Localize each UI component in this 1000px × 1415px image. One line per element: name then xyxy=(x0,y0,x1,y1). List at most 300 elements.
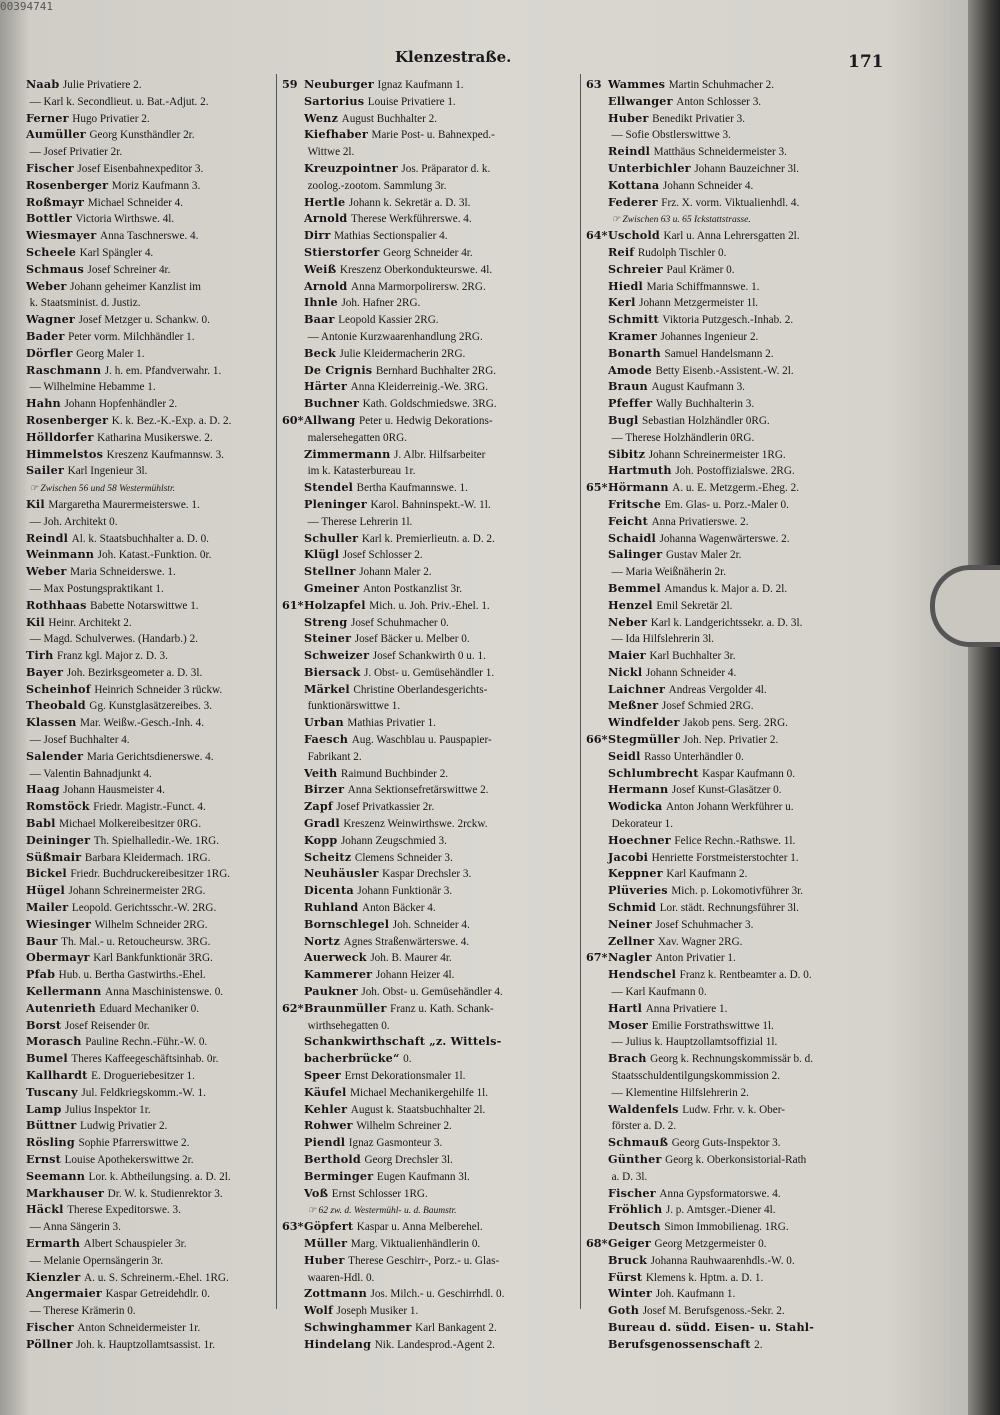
directory-entry xyxy=(282,362,578,379)
column-1 xyxy=(4,76,272,1353)
directory-entry xyxy=(586,278,882,295)
directory-entry xyxy=(282,1084,578,1101)
resident-name: Kellermann xyxy=(26,984,102,999)
resident-name: Kil xyxy=(26,614,45,629)
book-edge xyxy=(968,0,1000,1415)
occupation-floor: Karl Buchhalter 3r. xyxy=(649,650,736,663)
resident-name: Schankwirthschaft „z. Wittels- xyxy=(304,1034,502,1049)
house-number: 62* xyxy=(282,1000,304,1015)
occupation-floor: Clemens Schneider 3. xyxy=(354,851,453,864)
resident-name: Fischer xyxy=(26,160,74,175)
resident-name: Winter xyxy=(608,1286,653,1301)
directory-entry xyxy=(282,194,578,211)
directory-entry xyxy=(4,748,272,765)
occupation-floor: Johannes Ingenieur 2. xyxy=(660,330,759,343)
resident-name: Reif xyxy=(608,244,635,259)
occupation-floor: Xav. Wagner 2RG. xyxy=(657,935,743,948)
directory-entry xyxy=(586,1218,882,1235)
directory-entry xyxy=(4,1067,272,1084)
resident-name: Baar xyxy=(304,312,335,327)
resident-name: Rösling xyxy=(26,1135,75,1150)
occupation-floor: Albert Schauspieler 3r. xyxy=(83,1237,187,1250)
resident-name: Aumüller xyxy=(26,127,86,142)
directory-entry xyxy=(282,748,578,765)
resident-name: Hölldorfer xyxy=(26,429,94,444)
occupation-floor: waaren-Hdl. 0. xyxy=(307,1271,375,1284)
directory-entry xyxy=(4,899,272,916)
occupation-floor: Josef Schreiner 4r. xyxy=(87,263,171,276)
resident-name: Romstöck xyxy=(26,799,90,814)
resident-name: Bickel xyxy=(26,866,67,881)
resident-name: Obermayr xyxy=(26,950,90,965)
directory-entry xyxy=(586,1201,882,1218)
occupation-floor: Pauline Rechn.-Führ.-W. 0. xyxy=(85,1036,208,1049)
directory-entry xyxy=(586,446,882,463)
resident-name: Nortz xyxy=(304,933,341,948)
directory-entry xyxy=(4,1033,272,1050)
directory-entry xyxy=(4,882,272,899)
resident-name: Bumel xyxy=(26,1051,68,1066)
occupation-floor: Josef M. Berufsgenoss.-Sekr. 2. xyxy=(642,1305,785,1318)
occupation-floor: Friedr. Buchdruckereibesitzer 1RG. xyxy=(70,868,231,881)
occupation-floor: Anton Postkanzlist 3r. xyxy=(362,582,463,595)
resident-name: Reindl xyxy=(26,530,69,545)
directory-entry xyxy=(282,378,578,395)
occupation-floor: Th. Mal.- u. Retoucheursw. 3RG. xyxy=(61,935,211,948)
directory-entry xyxy=(282,1000,578,1017)
occupation-floor: Anna Taschnerswe. 4. xyxy=(100,230,199,243)
directory-entry xyxy=(4,664,272,681)
occupation-floor: Maria Schiffmannswe. 1. xyxy=(646,280,760,293)
resident-name: Klügl xyxy=(304,547,340,562)
resident-name: Scheitz xyxy=(304,849,352,864)
directory-entry xyxy=(282,1017,578,1034)
directory-entry xyxy=(4,765,272,782)
occupation-floor: Rasso Unterhändler 0. xyxy=(644,750,744,763)
directory-entry xyxy=(4,294,272,311)
occupation-floor: Josef Bäcker u. Melber 0. xyxy=(354,633,470,646)
resident-name: Naab xyxy=(26,77,60,91)
resident-name: Huber xyxy=(304,1252,345,1267)
resident-name: Seidl xyxy=(608,748,641,763)
occupation-floor: Johann Hopfenhändler 2. xyxy=(64,398,178,411)
occupation-floor: Josef Schlosser 2. xyxy=(342,549,423,562)
occupation-floor: August Buchhalter 2. xyxy=(341,112,438,125)
resident-name: Theobald xyxy=(26,698,86,713)
resident-name: Wiesmayer xyxy=(26,228,97,243)
resident-name: Wagner xyxy=(26,312,76,327)
occupation-floor: Ernst Schlosser 1RG. xyxy=(331,1187,428,1200)
resident-name: Bader xyxy=(26,328,65,343)
occupation-floor: Johann Schneider 4. xyxy=(645,666,737,679)
directory-entry xyxy=(4,798,272,815)
directory-entry xyxy=(4,143,272,160)
occupation-floor: — Josef Buchhalter 4. xyxy=(29,734,130,747)
street-header: Klenzestraße. xyxy=(395,48,512,66)
occupation-floor: Anna Privatiere 1. xyxy=(645,1002,728,1015)
directory-entry xyxy=(586,966,882,983)
resident-name: Kehler xyxy=(304,1101,348,1116)
resident-name: Pfeffer xyxy=(608,396,653,411)
occupation-floor: Moriz Kaufmann 3. xyxy=(111,179,201,192)
resident-name: Weiß xyxy=(304,261,337,276)
occupation-floor: im k. Katasterbureau 1r. xyxy=(307,465,416,478)
occupation-floor: Ernst Dekorationsmaler 1l. xyxy=(344,1070,466,1083)
directory-entry xyxy=(282,1151,578,1168)
directory-entry xyxy=(282,563,578,580)
house-number: 64* xyxy=(586,228,608,243)
resident-name: Stellner xyxy=(304,564,356,579)
occupation-floor: Josef Schankwirth 0 u. 1. xyxy=(372,650,486,663)
occupation-floor: Louise Apothekerswittwe 2r. xyxy=(64,1154,194,1166)
resident-name: Maier xyxy=(608,648,646,663)
occupation-floor: — Therese Krämerin 0. xyxy=(29,1305,136,1318)
occupation-floor: Karl k. Landgerichtssekr. a. D. 3l. xyxy=(650,616,803,629)
occupation-floor: Georg Metzgermeister 0. xyxy=(654,1237,767,1250)
resident-name: Nagler xyxy=(608,950,652,965)
occupation-floor: zoolog.-zootom. Sammlung 3r. xyxy=(307,179,447,192)
occupation-floor: Joh. Schneider 4. xyxy=(392,918,470,931)
resident-name: Kreuzpointner xyxy=(304,160,398,175)
occupation-floor: Hub. u. Bertha Gastwirths.-Ehel. xyxy=(58,969,206,982)
directory-entry xyxy=(4,311,272,328)
directory-entry xyxy=(4,933,272,950)
directory-entry xyxy=(586,731,882,748)
directory-entry xyxy=(282,949,578,966)
directory-entry xyxy=(4,1218,272,1235)
occupation-floor: — Karl Kaufmann 0. xyxy=(611,986,707,999)
resident-name: Salender xyxy=(26,748,84,763)
directory-entry xyxy=(4,1235,272,1252)
occupation-floor: Johann Funktionär 3. xyxy=(357,885,453,898)
directory-entry xyxy=(282,1319,578,1336)
directory-entry xyxy=(282,1185,578,1202)
occupation-floor: Josef Privatkassier 2r. xyxy=(336,801,435,814)
resident-name: Weinmann xyxy=(26,547,95,562)
directory-entry xyxy=(586,1151,882,1168)
resident-name: Hörmann xyxy=(608,480,669,495)
occupation-floor: Johann Hausmeister 4. xyxy=(63,784,165,797)
occupation-floor: Joh. Hafner 2RG. xyxy=(341,297,421,310)
occupation-floor: Josef Schmied 2RG. xyxy=(661,700,754,713)
occupation-floor: Johanna Wagenwärterswe. 2. xyxy=(659,532,790,545)
occupation-floor: Anna Gypsformatorswe. 4. xyxy=(659,1187,781,1200)
occupation-floor: Mathias Privatier 1. xyxy=(347,717,436,730)
occupation-floor: Joh. Katast.-Funktion. 0r. xyxy=(97,549,212,562)
directory-entry xyxy=(282,966,578,983)
directory-entry xyxy=(586,1336,882,1353)
directory-entry xyxy=(282,798,578,815)
directory-entry xyxy=(282,731,578,748)
occupation-floor: Ludw. Frhr. v. k. Ober- xyxy=(682,1103,785,1116)
directory-entry xyxy=(282,110,578,127)
occupation-floor: Karl Kaufmann 2. xyxy=(666,868,748,881)
occupation-floor: Franz kgl. Major z. D. 3. xyxy=(56,650,168,663)
occupation-floor: Betty Eisenb.-Assistent.-W. 2l. xyxy=(655,364,794,377)
directory-entry xyxy=(282,849,578,866)
directory-entry xyxy=(586,1101,882,1118)
occupation-floor: Katharina Musikerswe. 2. xyxy=(97,431,213,444)
directory-entry xyxy=(282,462,578,479)
occupation-floor: Anton Schneidermeister 1r. xyxy=(77,1321,201,1334)
directory-entry xyxy=(586,882,882,899)
section-note: ☞ Zwischen 63 u. 65 Ickstattstrasse. xyxy=(611,215,751,226)
directory-entry xyxy=(4,1134,272,1151)
resident-name: Häckl xyxy=(26,1202,64,1217)
resident-name: Gmeiner xyxy=(304,580,360,595)
directory-entry xyxy=(4,697,272,714)
house-number: 68* xyxy=(586,1235,608,1250)
occupation-floor: Dekorateur 1. xyxy=(611,818,674,831)
resident-name: Stendel xyxy=(304,480,354,495)
resident-name: Stierstorfer xyxy=(304,244,380,259)
house-number: 67* xyxy=(586,950,608,965)
directory-entry xyxy=(4,462,272,479)
occupation-floor: Gustav Maler 2r. xyxy=(665,549,742,562)
resident-name: Schmaus xyxy=(26,261,84,276)
directory-entry xyxy=(4,362,272,379)
directory-entry xyxy=(4,597,272,614)
house-number: 60* xyxy=(282,412,304,427)
directory-entry xyxy=(586,765,882,782)
resident-name: Schmid xyxy=(608,900,657,915)
resident-name: Berthold xyxy=(304,1152,361,1166)
directory-entry xyxy=(586,1117,882,1134)
directory-entry xyxy=(4,110,272,127)
resident-name: Fischer xyxy=(608,1185,656,1200)
directory-entry xyxy=(282,664,578,681)
directory-entry xyxy=(282,479,578,496)
resident-name: Unterbichler xyxy=(608,160,691,175)
occupation-floor: wirthsehegatten 0. xyxy=(307,1019,390,1032)
occupation-floor: Viktoria Putzgesch.-Inhab. 2. xyxy=(662,314,794,327)
resident-name: Hendschel xyxy=(608,967,677,982)
occupation-floor: Mich. p. Lokomotivführer 3r. xyxy=(671,885,804,898)
directory-entry xyxy=(586,412,882,429)
occupation-floor: Kreszenz Kaufmannsw. 3. xyxy=(106,448,224,461)
resident-name: Deininger xyxy=(26,832,91,847)
resident-name: Kiefhaber xyxy=(304,127,368,142)
resident-name: Wodicka xyxy=(608,799,663,814)
resident-name: Ihnle xyxy=(304,295,338,310)
resident-name: bacherbrücke“ xyxy=(304,1051,400,1066)
occupation-floor: Ignaz Kaufmann 1. xyxy=(377,79,464,91)
occupation-floor: Johann Bauzeichner 3l. xyxy=(694,162,800,175)
occupation-floor: Andreas Vergolder 4l. xyxy=(668,683,767,696)
directory-entry xyxy=(4,681,272,698)
directory-entry xyxy=(282,647,578,664)
directory-entry xyxy=(4,446,272,463)
directory-entry xyxy=(586,227,882,244)
directory-entry xyxy=(282,781,578,798)
resident-name: Steiner xyxy=(304,631,352,646)
occupation-floor: Marg. Viktualienhändlerin 0. xyxy=(350,1237,481,1250)
occupation-floor: — Joh. Architekt 0. xyxy=(29,515,118,528)
occupation-floor: Heinr. Architekt 2. xyxy=(48,616,132,629)
directory-entry xyxy=(4,278,272,295)
occupation-floor: Josef Eisenbahnexpeditor 3. xyxy=(77,162,204,175)
directory-entry xyxy=(282,983,578,1000)
resident-name: Beck xyxy=(304,345,336,360)
directory-entry xyxy=(282,311,578,328)
occupation-floor: Maria Schneiderswe. 1. xyxy=(70,566,176,579)
resident-name: Fröhlich xyxy=(608,1202,663,1217)
occupation-floor: Sophie Pfarrerswittwe 2. xyxy=(78,1137,190,1150)
resident-name: Schlumbrecht xyxy=(608,765,699,780)
resident-name: Sibitz xyxy=(608,446,646,461)
resident-name: Braunmüller xyxy=(304,1000,387,1015)
directory-entry xyxy=(586,681,882,698)
occupation-floor: Benedikt Privatier 3. xyxy=(652,112,746,125)
directory-entry xyxy=(586,1168,882,1185)
directory-entry xyxy=(282,899,578,916)
occupation-floor: Josef Metzger u. Schankw. 0. xyxy=(78,314,210,327)
directory-entry xyxy=(586,563,882,580)
occupation-floor: Joh. Obst- u. Gemüsehändler 4. xyxy=(361,986,503,999)
occupation-floor: Kaspar Getreidehdlr. 0. xyxy=(105,1288,210,1301)
directory-entry xyxy=(586,244,882,261)
resident-name: Huber xyxy=(608,110,649,125)
occupation-floor: Anton Schlosser 3. xyxy=(676,95,762,108)
resident-name: Roßmayr xyxy=(26,194,85,209)
resident-name: Voß xyxy=(304,1185,329,1200)
resident-name: Sartorius xyxy=(304,93,365,108)
directory-entry xyxy=(4,244,272,261)
directory-entry xyxy=(586,865,882,882)
resident-name: Morasch xyxy=(26,1034,82,1049)
occupation-floor: Jos. Milch.- u. Geschirrhdl. 0. xyxy=(370,1288,505,1301)
resident-name: Federer xyxy=(608,194,658,209)
resident-name: Schreier xyxy=(608,261,663,276)
directory-entry xyxy=(282,1336,578,1353)
resident-name: Lamp xyxy=(26,1101,62,1116)
occupation-floor: — Klementine Hilfslehrerin 2. xyxy=(611,1086,749,1099)
directory-entry xyxy=(282,227,578,244)
occupation-floor: Anton Privatier 1. xyxy=(655,952,736,965)
occupation-floor: Babette Notarswittwe 1. xyxy=(90,599,199,612)
resident-name: Tirh xyxy=(26,648,54,663)
resident-name: Pfab xyxy=(26,967,56,982)
directory-entry xyxy=(4,210,272,227)
occupation-floor: Georg Guts-Inspektor 3. xyxy=(671,1137,781,1150)
occupation-floor: Johann Heizer 4l. xyxy=(375,969,455,982)
directory-entry xyxy=(4,530,272,547)
occupation-floor: — Sofie Obstlerswittwe 3. xyxy=(611,129,731,142)
occupation-floor: — Julius k. Hauptzollamtsoffizial 1l. xyxy=(611,1036,778,1049)
occupation-floor: Josef Schuhmacher 0. xyxy=(350,616,449,629)
resident-name: Schmitt xyxy=(608,312,659,327)
directory-entry xyxy=(586,513,882,530)
directory-entry xyxy=(586,748,882,765)
resident-name: Käufel xyxy=(304,1084,347,1099)
directory-entry xyxy=(4,630,272,647)
resident-name: Haag xyxy=(26,782,60,797)
occupation-floor: — Therese Lehrerin 1l. xyxy=(307,515,413,528)
occupation-floor: Georg k. Rechnungskommissär b. d. xyxy=(650,1053,814,1066)
directory-entry xyxy=(282,143,578,160)
occupation-floor: Johann Schneider 4. xyxy=(662,179,754,192)
occupation-floor: Staatsschuldentilgungskommission 2. xyxy=(611,1070,780,1083)
resident-name: Amode xyxy=(608,362,652,377)
resident-name: Windfelder xyxy=(608,715,680,730)
directory-entry xyxy=(586,177,882,194)
resident-name: Moser xyxy=(608,1017,649,1032)
directory-entry xyxy=(4,580,272,597)
resident-name: Klassen xyxy=(26,715,77,730)
resident-name: Hermann xyxy=(608,782,669,797)
directory-entry xyxy=(282,93,578,110)
resident-name: Zellner xyxy=(608,933,655,948)
directory-entry xyxy=(586,664,882,681)
directory-entry xyxy=(282,177,578,194)
resident-name: Schwinghammer xyxy=(304,1319,412,1334)
occupation-floor: Jakob pens. Serg. 2RG. xyxy=(683,717,788,730)
resident-name: Fritsche xyxy=(608,496,662,511)
directory-entry xyxy=(282,933,578,950)
resident-name: Rosenberger xyxy=(26,177,109,192)
resident-name: Wolf xyxy=(304,1303,333,1318)
resident-name: Günther xyxy=(608,1152,662,1166)
occupation-floor: Julie Privatiere 2. xyxy=(62,79,142,91)
resident-name: Rohwer xyxy=(304,1118,353,1133)
occupation-floor: Georg k. Oberkonsistorial-Rath xyxy=(665,1154,807,1166)
resident-name: Dicenta xyxy=(304,883,354,898)
resident-name: Braun xyxy=(608,379,648,394)
resident-name: Raschmann xyxy=(26,362,102,377)
directory-entry xyxy=(4,395,272,412)
occupation-floor: Kaspar Kaufmann 0. xyxy=(702,767,796,780)
directory-entry xyxy=(586,546,882,563)
directory-entry xyxy=(282,1117,578,1134)
occupation-floor: Leopold Kassier 2RG. xyxy=(338,314,439,327)
occupation-floor: E. Drogueriebesitzer 1. xyxy=(91,1070,195,1083)
resident-name: Bornschlegel xyxy=(304,916,390,931)
resident-name: Nickl xyxy=(608,664,643,679)
resident-name: Kienzler xyxy=(26,1269,81,1284)
directory-entry xyxy=(4,1302,272,1319)
occupation-floor: — Ida Hilfslehrerin 3l. xyxy=(611,633,715,646)
occupation-floor: Wilhelm Schreiner 2. xyxy=(356,1120,452,1133)
directory-entry xyxy=(282,916,578,933)
occupation-floor: Therese Geschirr-, Porz.- u. Glas- xyxy=(348,1254,500,1267)
resident-name: Neber xyxy=(608,614,648,629)
occupation-floor: Joh. Kaufmann 1. xyxy=(655,1288,736,1301)
occupation-floor: Rudolph Tischler 0. xyxy=(637,246,727,259)
resident-name: Wenz xyxy=(304,110,339,125)
directory-entry xyxy=(586,345,882,362)
resident-name: Deutsch xyxy=(608,1219,661,1234)
directory-entry xyxy=(586,798,882,815)
resident-name: Wammes xyxy=(608,77,666,91)
resident-name: Himmelstos xyxy=(26,446,104,461)
resident-name: Angermaier xyxy=(26,1286,102,1301)
directory-entry xyxy=(586,126,882,143)
resident-name: Baur xyxy=(26,933,58,948)
directory-entry xyxy=(4,949,272,966)
directory-entry xyxy=(586,261,882,278)
resident-name: Goth xyxy=(608,1303,640,1318)
directory-entry xyxy=(4,160,272,177)
occupation-floor: Johann Metzgermeister 1l. xyxy=(639,297,759,310)
occupation-floor: Kaspar u. Anna Melberehel. xyxy=(356,1221,483,1234)
occupation-floor: — Melanie Opernsängerin 3r. xyxy=(29,1254,164,1267)
resident-name: Birzer xyxy=(304,782,345,797)
occupation-floor: Julius Inspektor 1r. xyxy=(65,1103,151,1116)
directory-entry xyxy=(586,496,882,513)
occupation-floor: — Magd. Schulverwes. (Handarb.) 2. xyxy=(29,633,198,646)
occupation-floor: Dr. W. k. Studienrektor 3. xyxy=(107,1187,223,1200)
directory-entry xyxy=(282,1201,578,1218)
